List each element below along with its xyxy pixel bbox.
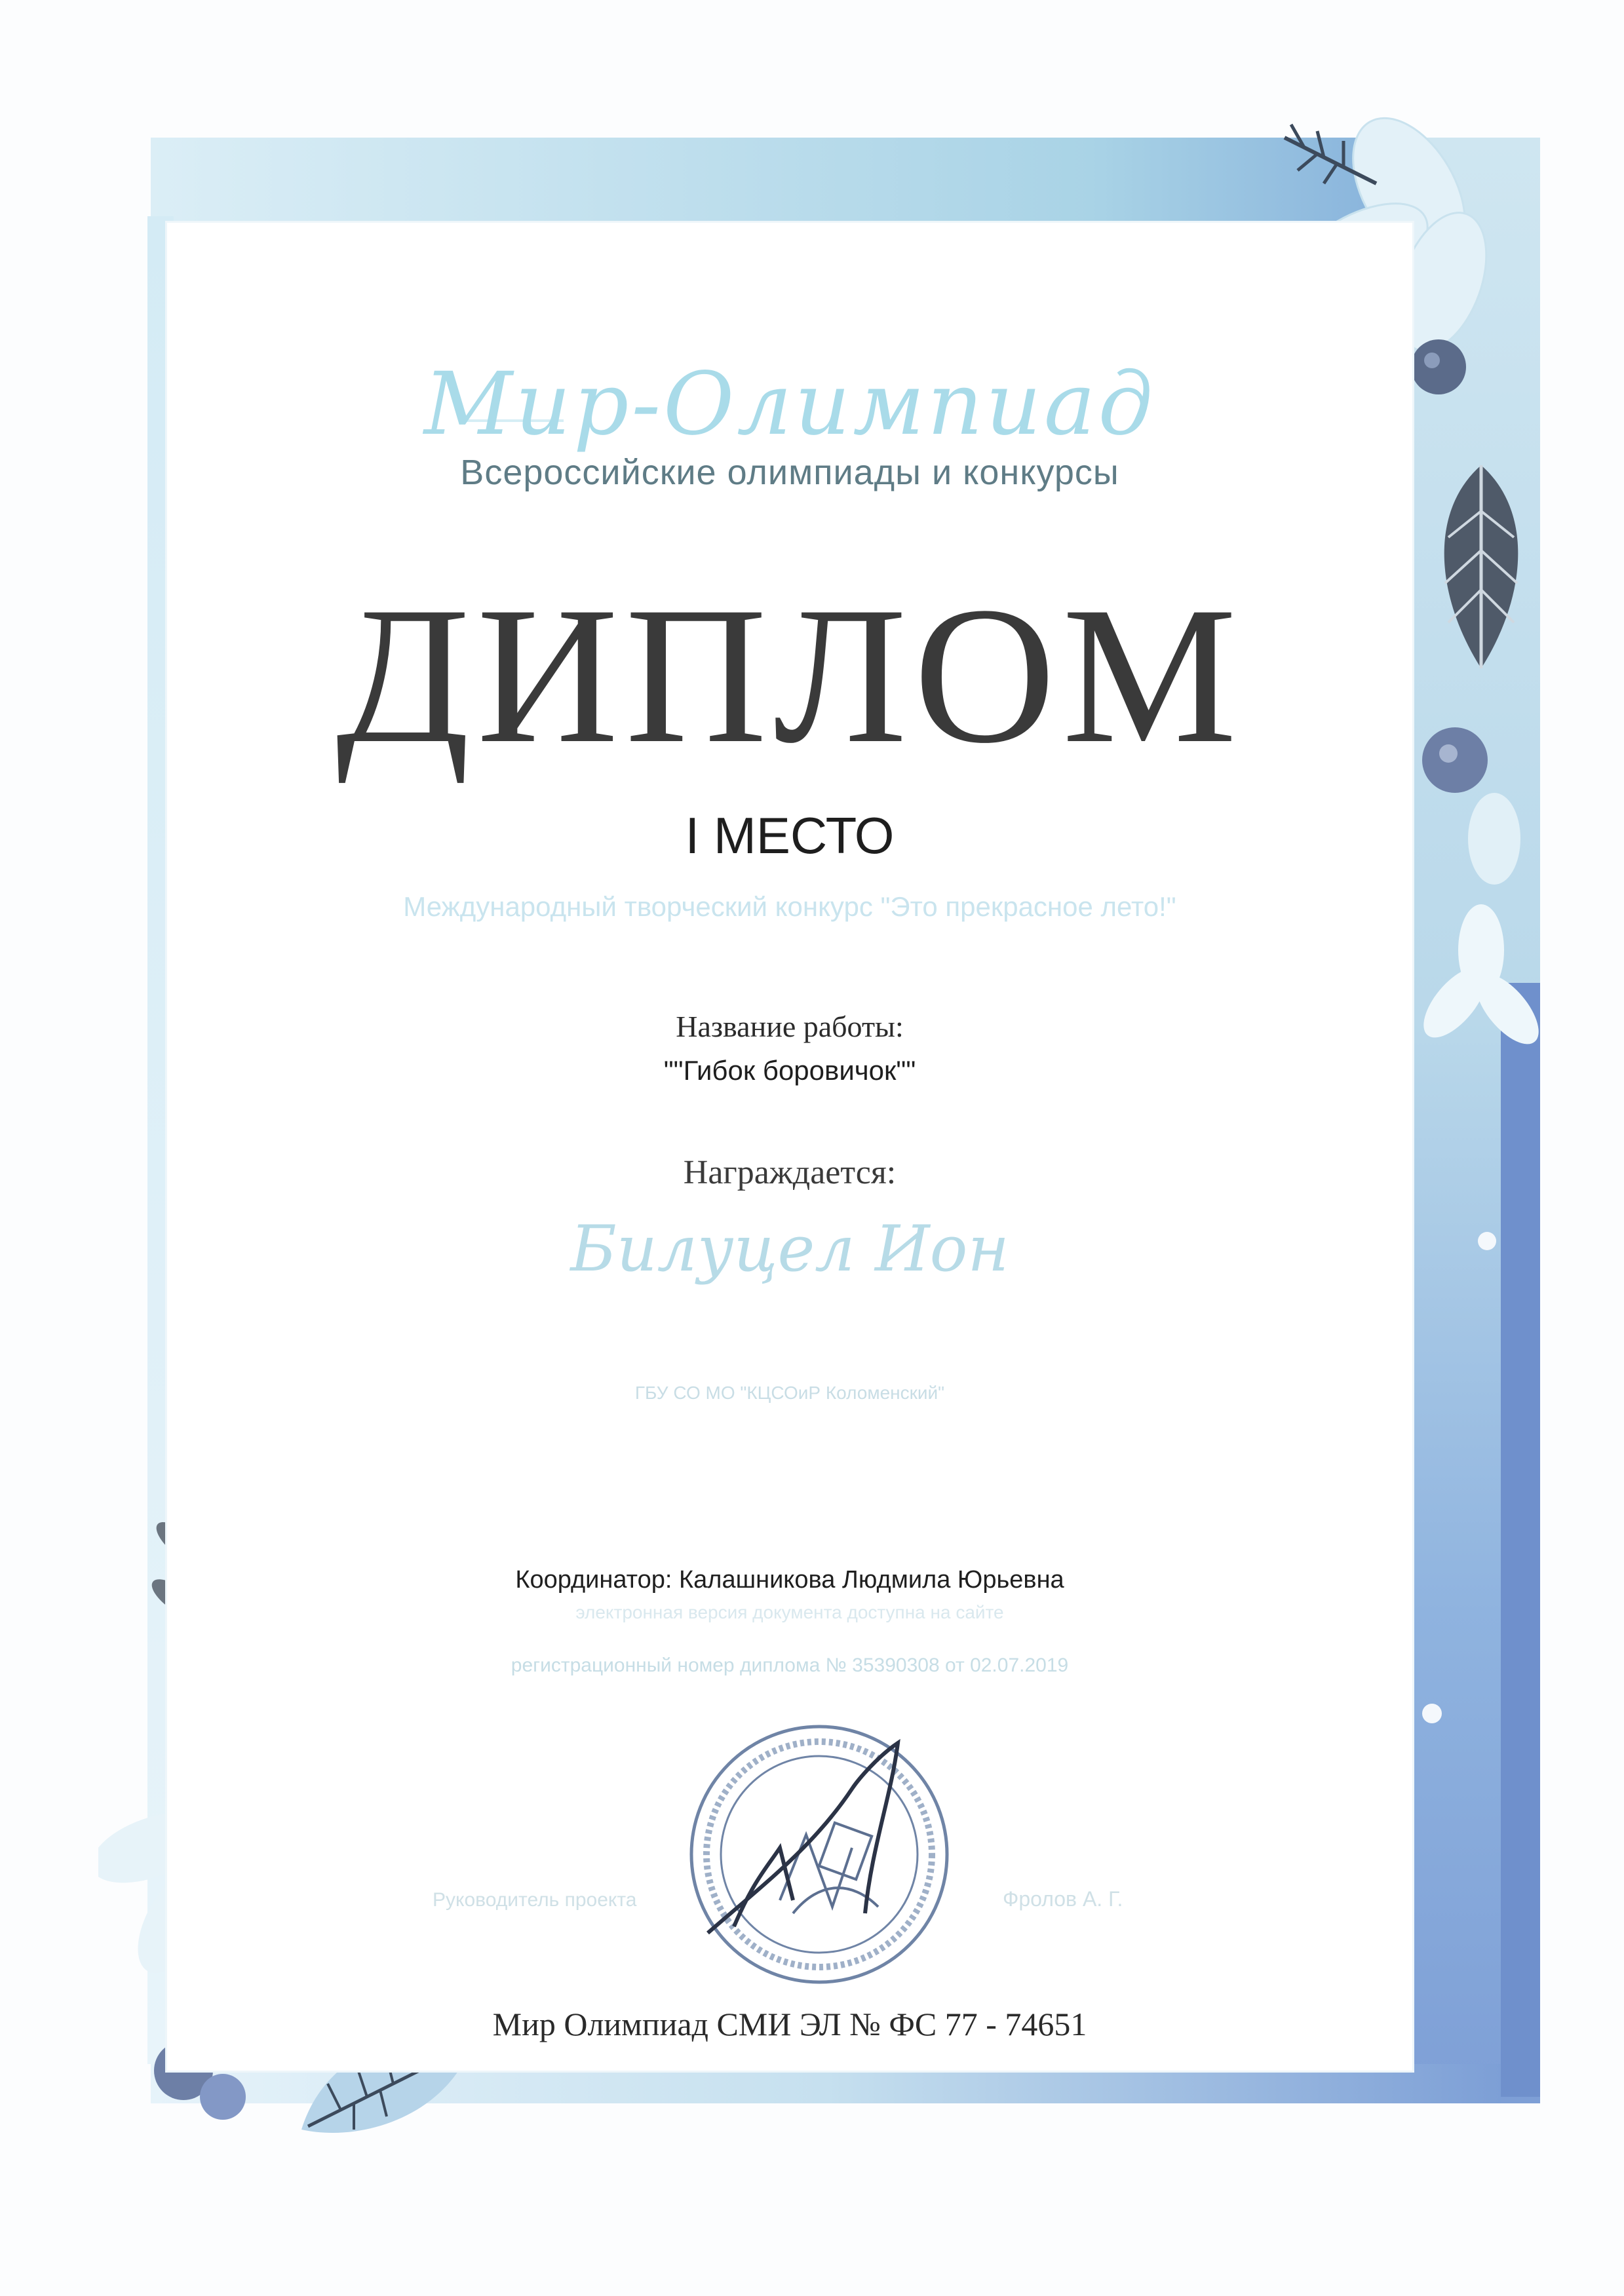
contest-name: Международный творческий конкурс "Это прекрасное лето!" [403,891,1176,922]
brand-subtitle: Всероссийские олимпиады и конкурсы [460,453,1119,492]
berries-right-icon [1396,714,1540,885]
place-label: I МЕСТО [685,807,895,864]
institution-name: ГБУ СО МО "КЦСОиР Коломенский" [634,1383,945,1403]
flower-right-icon [1416,904,1547,1075]
work-label: Название работы: [676,1010,904,1043]
recipient-name: Билуцел Ион [570,1212,1009,1286]
leaves-right-icon [1409,452,1553,675]
dot-right-1 [1478,1232,1496,1250]
brand-logo-text: Мир-Олимпиад [423,354,1156,455]
work-title: ""Гибок боровичок"" [663,1055,916,1086]
signature-right-name: Фролов А. Г. [1003,1887,1123,1911]
awarded-label: Награждается: [683,1154,897,1191]
registration-number: регистрационный номер диплома № 35390308 от 02.07.2019 [511,1655,1069,1676]
diploma-title: ДИПЛОМ [336,566,1244,784]
signature-left-label: Руководитель проекта [433,1889,637,1911]
footer-registration: Мир Олимпиад СМИ ЭЛ № ФС 77 - 74651 [492,2006,1087,2042]
faint-note-line: электронная версия документа доступна на сайте [575,1602,1004,1622]
dot-right-2 [1422,1704,1442,1723]
frame-right-stripe [1501,983,1540,2097]
seal-stamp-icon [682,1717,957,1992]
coordinator-line: Координатор: Калашникова Людмила Юрьевна [515,1566,1064,1594]
